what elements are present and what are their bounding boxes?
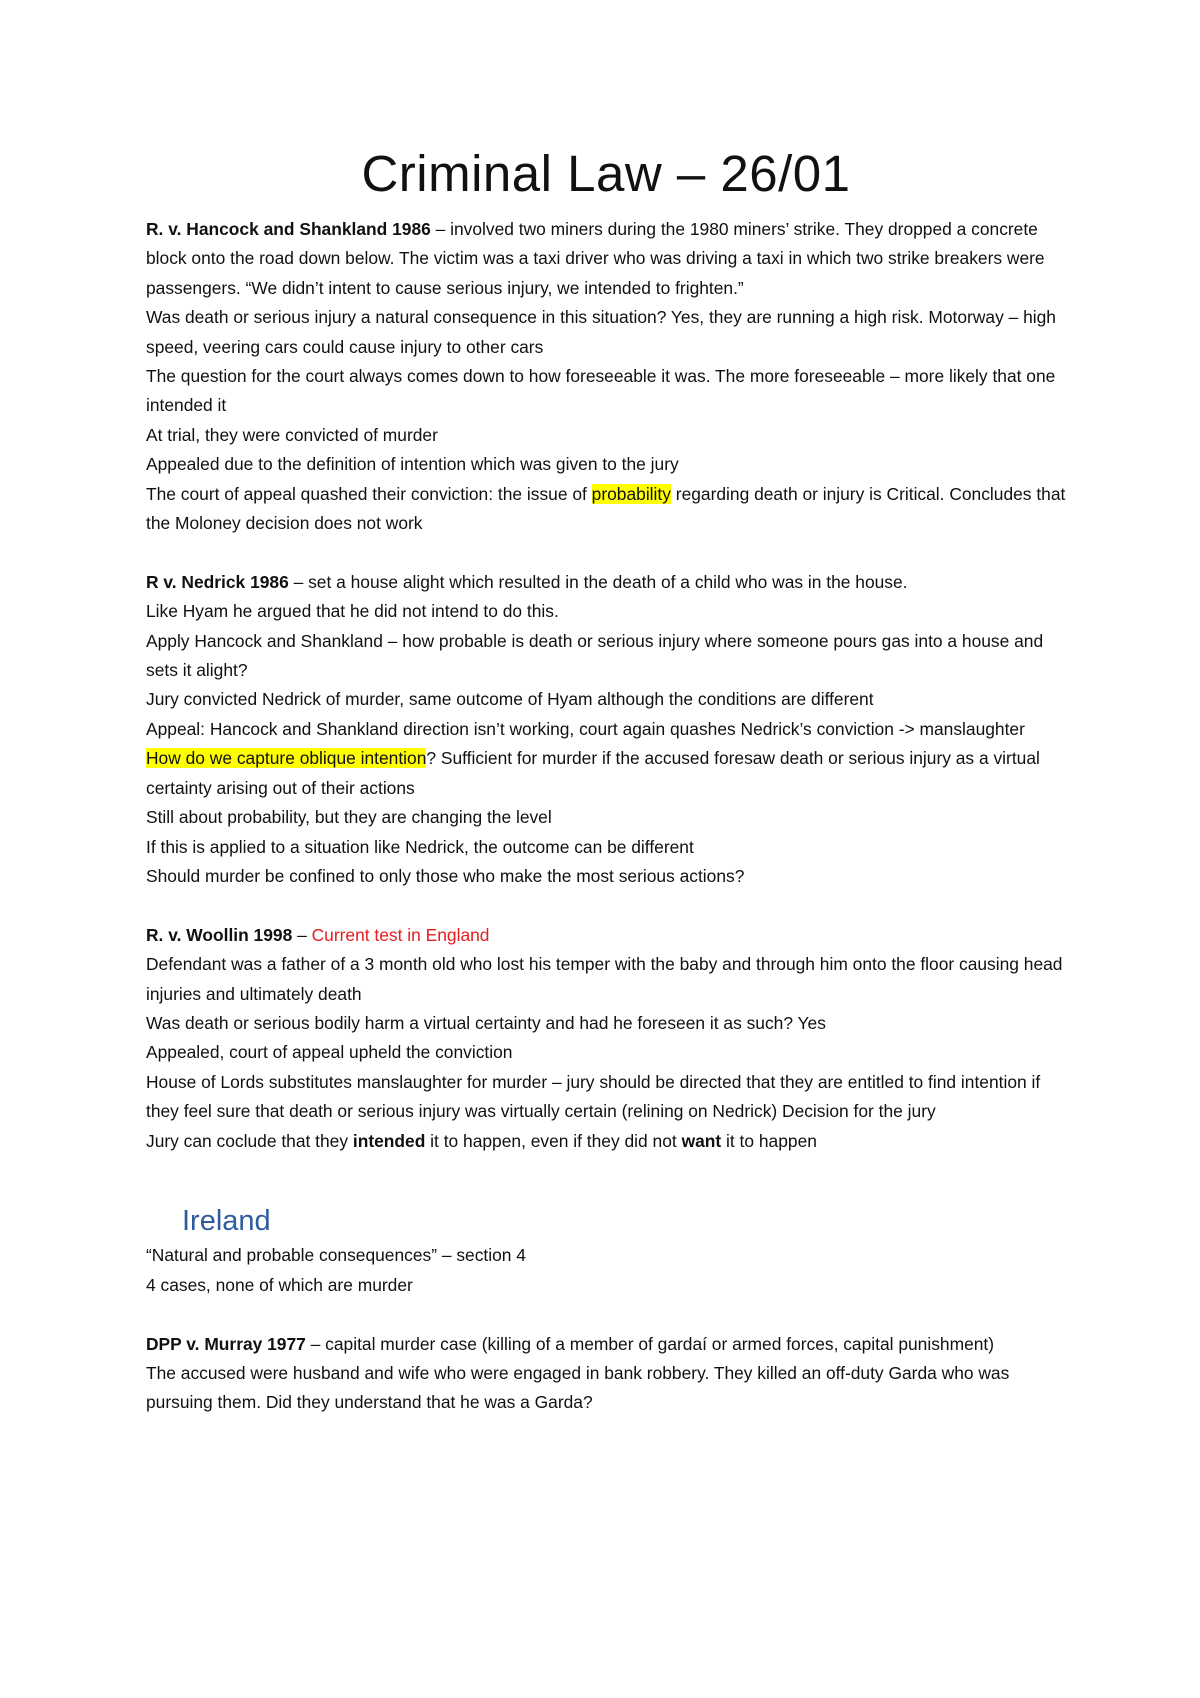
woollin-line-5-d: it to happen	[721, 1130, 817, 1151]
woollin-line-3: Appealed, court of appeal upheld the conviction	[146, 1042, 513, 1063]
hancock-line-3: At trial, they were convicted of murder	[146, 424, 438, 445]
case-name-hancock: R. v. Hancock and Shankland 1986	[146, 219, 431, 239]
bold-want: want	[681, 1130, 722, 1151]
spacer	[146, 891, 1066, 920]
murray-intro-text: – capital murder case (killing of a member of gardaí or armed forces, capital punishment)	[305, 1333, 995, 1354]
woollin-intro	[146, 921, 1066, 950]
case-name-woollin: R. v. Woollin 1998	[146, 924, 293, 945]
document-page	[146, 142, 1066, 1418]
nedrick-line-1: Like Hyam he argued that he did not intend to do this.	[146, 601, 559, 622]
highlight-oblique-intention: How do we capture oblique intention	[146, 748, 427, 769]
current-test-label: Current test in England	[311, 924, 490, 945]
hancock-intro-text: – involved two miners during the 1980 miners’ strike. They dropped a concrete block onto the road down below. The victim was a taxi driver who was driving a taxi in which two strike breakers were passengers. “We didn’t intent to cause serious injury, we intended to frighten.”	[146, 219, 1045, 298]
bold-intended: intended	[352, 1130, 426, 1151]
heading-ireland: Ireland	[182, 1205, 271, 1238]
nedrick-line-6: Still about probability, but they are changing the level	[146, 807, 552, 828]
section-hancock	[146, 215, 1066, 538]
ireland-line-2: 4 cases, none of which are murder	[146, 1274, 413, 1295]
section-ireland	[146, 1201, 1066, 1300]
section-nedrick	[146, 568, 1066, 891]
hancock-line-1: Was death or serious injury a natural consequence in this situation? Yes, they are running a high risk. Motorway – high speed, veering cars could cause injury to other cars	[146, 307, 1056, 357]
woollin-line-1: Defendant was a father of a 3 month old who lost his temper with the baby and through him onto the floor causing head injuries and ultimately death	[146, 954, 1063, 1004]
section-woollin	[146, 921, 1066, 1156]
nedrick-line-3: Jury convicted Nedrick of murder, same outcome of Hyam although the conditions are different	[146, 689, 874, 710]
nedrick-line-2: Apply Hancock and Shankland – how probable is death or serious injury where someone pours gas into a house and sets it alight?	[146, 630, 1044, 681]
nedrick-line-7: If this is applied to a situation like Nedrick, the outcome can be different	[146, 836, 694, 857]
nedrick-intro	[146, 568, 1066, 597]
woollin-line-4: House of Lords substitutes manslaughter for murder – jury should be directed that they are entitled to find intention if they feel sure that death or serious injury was virtually certain (relining on Nedrick) Decision for the jury	[146, 1071, 1041, 1122]
hancock-line-4: Appealed due to the definition of intention which was given to the jury	[146, 454, 679, 475]
hancock-line-5-b: regarding death or injury is Critical. Concludes that the Moloney decision does not work	[146, 483, 1066, 534]
section-murray	[146, 1330, 1066, 1418]
spacer	[146, 538, 1066, 567]
woollin-line-2: Was death or serious bodily harm a virtual certainty and had he foreseen it as such? Yes	[146, 1012, 826, 1033]
nedrick-line-5	[146, 744, 1066, 803]
hancock-line-5	[146, 480, 1066, 539]
document-title: Criminal Law – 26/01	[361, 145, 851, 202]
spacer	[146, 1300, 1066, 1329]
murray-line-1: The accused were husband and wife who were engaged in bank robbery. They killed an off-duty Garda who was pursuing them. Did they understand that he was a Garda?	[146, 1362, 1010, 1413]
murray-intro	[146, 1330, 1066, 1359]
nedrick-line-4: Appeal: Hancock and Shankland direction isn’t working, court again quashes Nedrick’s conviction -> manslaughter	[146, 718, 1025, 739]
hancock-line-5-a: The court of appeal quashed their conviction: the issue of	[146, 483, 592, 504]
woollin-line-5-c: it to happen, even if they did not	[425, 1130, 682, 1151]
case-name-murray: DPP v. Murray 1977	[146, 1333, 306, 1354]
case-name-nedrick: R v. Nedrick 1986	[146, 571, 289, 592]
highlight-probability: probability	[591, 483, 671, 504]
nedrick-line-8: Should murder be confined to only those who make the most serious actions?	[146, 865, 745, 886]
woollin-dash: –	[292, 924, 312, 945]
woollin-line-5	[146, 1127, 1066, 1156]
spacer	[146, 1156, 1066, 1185]
nedrick-intro-text: – set a house alight which resulted in the death of a child who was in the house.	[288, 571, 908, 592]
nedrick-line-5-b: ? Sufficient for murder if the accused foresaw death or serious injury as a virtual certainty arising out of their actions	[146, 748, 1040, 798]
hancock-line-2: The question for the court always comes down to how foreseeable it was. The more foreseeable – more likely that one intended it	[146, 366, 1056, 416]
woollin-line-5-a: Jury can coclude that they	[146, 1130, 353, 1151]
hancock-intro	[146, 215, 1066, 303]
ireland-line-1: “Natural and probable consequences” – section 4	[146, 1245, 526, 1266]
